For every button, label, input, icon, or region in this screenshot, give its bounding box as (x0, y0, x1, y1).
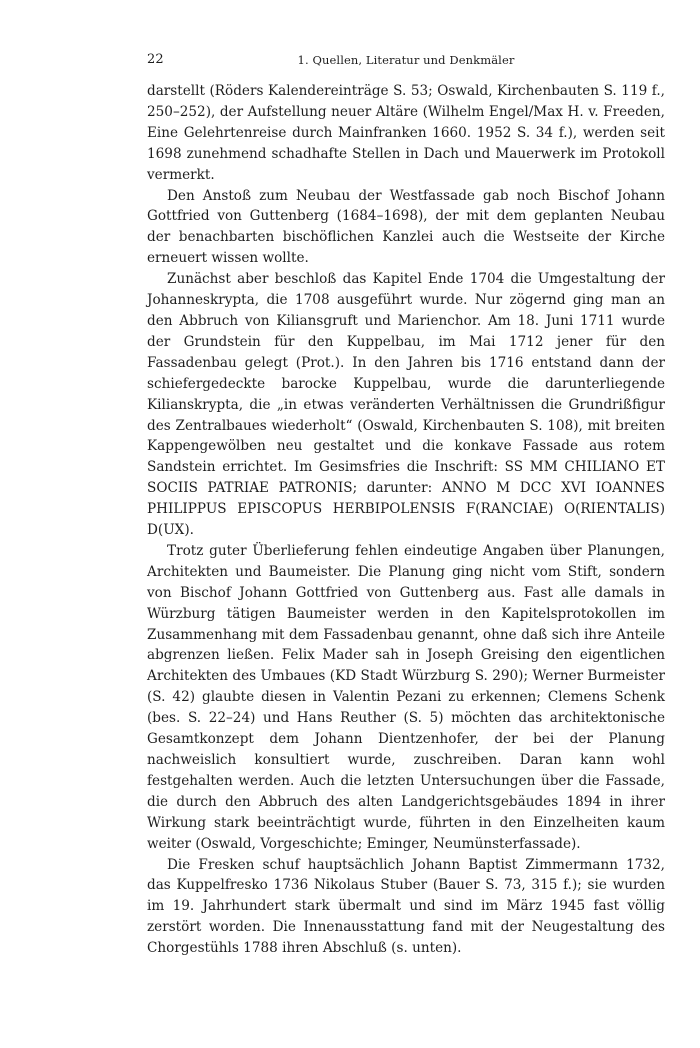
body-text (147, 81, 665, 959)
paragraph-kuppelbau: Zunächst aber beschloß das Kapitel Ende 1704 die Umgestaltung der Johanneskrypta, die 1708 ausgeführt wurde. Nur zögernd ging man an den Abbruch von Kiliansgruft und Marienchor. Am 18. Juni 1711 wurde der Grundstein für den Kuppelbau, im Mai 1712 jener für den Fassadenbau gelegt (Prot.). In den Jahren bis 1716 entstand dann der schiefergedeckte barocke Kuppelbau, wurde die darunterliegende Kilianskrypta, die „in etwas veränderten Verhältnissen die Grundrißfigur des Zentralbaues wiederholt“ (Oswald, Kirchenbauten S. 108), mit breiten Kappengewölben neu gestaltet und die konkave Fassade aus rotem Sandstein errichtet. Im Gesimsfries die Inschrift: SS MM CHILIANO ET SOCIIS PATRIAE PATRONIS; darunter: ANNO M DCC XVI IOANNES PHILIPPUS EPISCOPUS HERBIPOLENSIS F(RANCIAE) O(RIENTALIS) D(UX). (147, 271, 665, 539)
paragraph-fresken: Die Fresken schuf hauptsächlich Johann Baptist Zimmermann 1732, das Kuppelfresko 1736 Nikolaus Stuber (Bauer S. 73, 315 f.); sie wurden im 19. Jahrhundert stark übermalt und sind im März 1945 fast völlig zerstört worden. Die Innenausstattung fand mit der Neugestaltung des Chorgestühls 1788 ihren Abschluß (s. unten). (147, 856, 665, 957)
running-head (147, 52, 665, 74)
running-title: 1. Quellen, Literatur und Denkmäler (297, 53, 515, 67)
page-number: 22 (147, 52, 164, 67)
paragraph-continuation: darstellt (Röders Kalendereinträge S. 53; Oswald, Kirchenbauten S. 119 f., 250–252), der Aufstellung neuer Altäre (Wilhelm Engel/Max H. v. Freeden, Eine Gelehrtenreise durch Mainfranken 1660. 1952 S. 34 f.), werden seit 1698 zunehmend schadhafte Stellen in Dach und Mauerwerk im Protokoll vermerkt. (147, 83, 665, 183)
paragraph-westfassade: Den Anstoß zum Neubau der Westfassade gab noch Bischof Johann Gottfried von Guttenberg (1684–1698), der mit dem geplanten Neubau der benachbarten bischöflichen Kanzlei auch die Westseite der Kirche erneuert wissen wollte. (147, 187, 665, 267)
book-page (147, 52, 665, 959)
paragraph-architekten: Trotz guter Überlieferung fehlen eindeutige Angaben über Planungen, Architekten und Baumeister. Die Planung ging nicht vom Stift, sondern von Bischof Johann Gottfried von Guttenberg aus. Fast alle damals in Würzburg tätigen Baumeister werden in den Kapitelsprotokollen im Zusammenhang mit dem Fassadenbau genannt, ohne daß sich ihre Anteile abgrenzen ließen. Felix Mader sah in Joseph Greising den eigentlichen Architekten des Umbaues (KD Stadt Würzburg S. 290); Werner Burmeister (S. 42) glaubte diesen in Valentin Pezani zu erkennen; Clemens Schenk (bes. S. 22–24) und Hans Reuther (S. 5) möchten das architektonische Gesamtkonzept dem Johann Dientzenhofer, der bei der Planung nachweislich konsultiert wurde, zuschreiben. Daran kann wohl festgehalten werden. Auch die letzten Untersuchungen über die Fassade, die durch den Abbruch des alten Landgerichtsgebäudes 1894 in ihrer Wirkung stark beeinträchtigt wurde, führten in den Einzelheiten kaum weiter (Oswald, Vorgeschichte; Eminger, Neumünsterfassade). (147, 542, 665, 852)
